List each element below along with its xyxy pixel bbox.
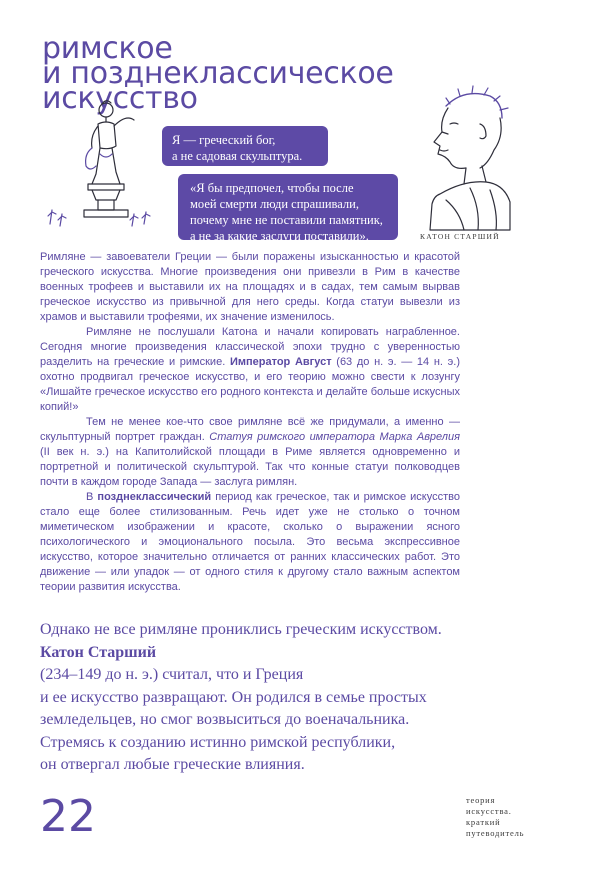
statue-speech-line-1: Я — греческий бог,	[172, 133, 276, 147]
body-paragraph-4: В позднеклассический период как греческое, так и римское искусство стало еще более стилизованным. Речь идет уже не столько о точном миметическом изображении и красоте, сколько о выражении ясного психологического и эмоционального посыла. Это весьма экспрессивное искусство, которое значительно отличается от ранних классических работ. Это движение — или упадок — от одного стиля к другому стало важным аспектом теории развития искусства.	[40, 491, 460, 593]
statue-speech-line-2: а не садовая скульптура.	[172, 149, 303, 163]
lead-line-6: он отвергал любые греческие влияния.	[40, 756, 305, 773]
body-paragraph-2: Римляне не послушали Катона и начали копировать награбленное. Сегодня многие произведения классической эпохи трудно с уверенностью разделить на греческие и римские. Император Август (63 до н. э. — 14 н. э.) охотно продвигал греческое искусство, и его теорию можно свести к лозунгу «Лишайте греческое искусство его родного контекста и делайте больше искусных копий!»	[40, 326, 460, 413]
book-title	[466, 795, 524, 839]
greek-statue-illustration	[40, 84, 155, 232]
chapter-title-line-2: и позднеклассическое	[42, 56, 394, 91]
cato-quote-line-2: моей смерти люди спрашивали,	[190, 197, 359, 211]
cato-quote-bubble	[178, 174, 398, 243]
cato-caption: КАТОН СТАРШИЙ	[420, 232, 500, 241]
book-title-line-3: краткий	[466, 817, 501, 827]
late-classical-term: позднеклассический	[97, 491, 212, 503]
lead-line-4: земледельцев, но смог возвыситься до военачальника.	[40, 711, 410, 728]
lead-line-5: Стремясь к созданию истинно римской республики,	[40, 733, 396, 751]
cato-quote-line-1: «Я бы предпочел, чтобы после	[190, 181, 354, 195]
cato-quote-line-4: а не за какие заслуги поставили».	[190, 229, 369, 243]
chapter-title-line-3: искусство	[42, 81, 198, 116]
marcus-aurelius-statue-term: Статуя римского императора Марка Аврелия	[209, 431, 461, 443]
lead-line-3: и ее искусство развращают. Он родился в семье простых	[40, 688, 427, 706]
body-paragraph-3: Тем не менее кое-что свое римляне всё же придумали, а именно — скульптурный портрет граждан. Статуя римского императора Марка Аврелия (II век н. э.) на Капитолийской площади в Риме является одновременно и портретной и политической скульптурой. Так что конные статуи полководцев почти в каждом городе Запада — заслуга римлян.	[40, 416, 461, 488]
body-paragraph-1: Римляне — завоеватели Греции — были поражены изысканностью и красотой греческого искусства. Многие произведения они привезли в Рим в качестве военных трофеев и выставили их на площадях и в садах, тем самым вырвав греческое искусство из привычной для него среды. Когда статуи вывезли из храмов и выставили трофеями, их значение изменилось.	[40, 251, 460, 323]
lead-paragraph	[40, 619, 500, 777]
page-number: 22	[40, 791, 96, 842]
book-title-line-4: путеводитель	[466, 828, 525, 838]
lead-line-2: Катон Старший (234–149 до н. э.) считал, что и Греция	[40, 643, 304, 683]
statue-speech-bubble	[162, 126, 328, 166]
book-title-line-1: теория	[466, 795, 496, 805]
book-title-line-2: искусства.	[466, 806, 512, 816]
cato-quote-line-3: почему мне не поставили памятник,	[190, 213, 383, 227]
body-text	[40, 250, 460, 595]
cato-name: Катон Старший	[40, 643, 157, 661]
cato-bust-illustration	[420, 84, 516, 234]
emperor-augustus-term: Император Август	[229, 356, 332, 368]
lead-line-1: Однако не все римляне прониклись греческим искусством.	[40, 621, 442, 638]
chapter-title-line-1: римское	[42, 31, 173, 66]
